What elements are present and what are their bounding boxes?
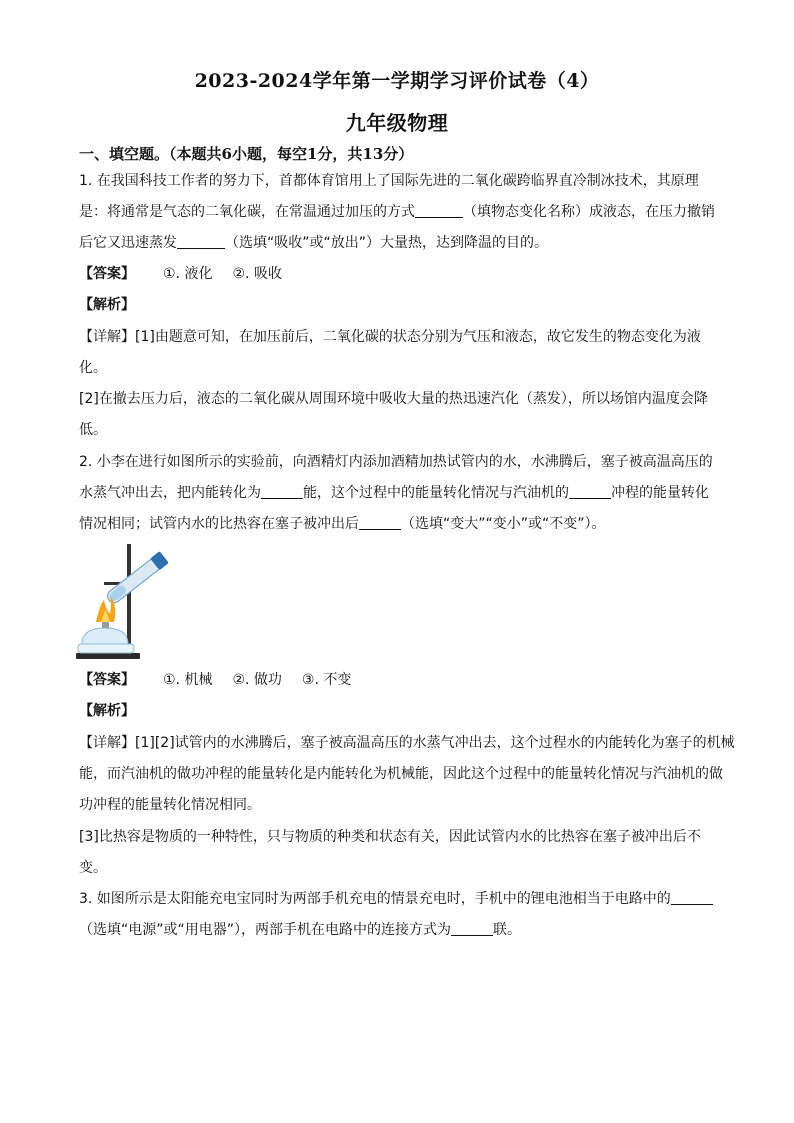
q3-blank-1	[671, 890, 713, 905]
q1-blank-2	[177, 234, 225, 249]
q1-line-2: 是：将通常是气态的二氧化碳，在常温通过加压的方式 （填物态变化名称）成液态，在压力撤销	[79, 204, 715, 220]
q2-line-3: 情况相同；试管内水的比热容在塞子被冲出后 （选填“变大”“变小”或“不变”）。	[79, 516, 606, 532]
page-subtitle: 九年级物理	[345, 111, 449, 135]
experiment-figure	[74, 540, 174, 662]
q3-line-2: （选填“电源”或“用电器”），两部手机在电路中的连接方式为 联。	[79, 922, 522, 938]
q2-detail-2: 能，而汽油机的做功冲程的能量转化是内能转化为机械能，因此这个过程中的能量转化情况与汽油机的做	[79, 766, 723, 782]
q2-blank-1	[261, 484, 303, 499]
q2-line-2: 水蒸气冲出去，把内能转化为 能，这个过程中的能量转化情况与汽油机的 冲程的能量转化	[79, 485, 709, 501]
test-tube	[104, 551, 168, 606]
answer-label: 【答案】	[79, 672, 135, 688]
q1-answer	[79, 264, 719, 284]
q3-blank-2	[451, 921, 493, 936]
answer-item: ③. 不变	[301, 672, 352, 688]
q2-analysis-label: 【解析】	[79, 703, 135, 719]
q1-blank-1	[415, 203, 463, 218]
page-title: 2023-2024学年第一学期学习评价试卷（4）	[194, 70, 600, 92]
answer-item: ①. 液化	[163, 266, 213, 282]
q2-answer	[79, 670, 719, 690]
answer-item: ②. 吸收	[232, 266, 282, 282]
q1-detail-2: 化。	[79, 360, 107, 376]
section-heading: 一、填空题。（本题共6小题，每空1分，共13分）	[79, 145, 414, 163]
q1-line-3: 后它又迅速蒸发 （选填“吸收”或“放出”）大量热，达到降温的目的。	[79, 235, 549, 251]
q1-detail-4: 低。	[79, 422, 107, 438]
answer-label: 【答案】	[79, 266, 135, 282]
q2-detail-3: 功冲程的能量转化情况相同。	[79, 797, 261, 813]
q1-detail-1: 【详解】[1]由题意可知，在加压前后，二氧化碳的状态分别为气压和液态，故它发生的物态变化为液	[79, 329, 701, 345]
answer-item: ①. 机械	[163, 672, 213, 688]
q1-detail-3: [2]在撤去压力后，液态的二氧化碳从周围环境中吸收大量的热迅速汽化（蒸发），所以场馆内温度会降	[79, 391, 708, 407]
q2-detail-4: [3]比热容是物质的一种特性，只与物质的种类和状态有关，因此试管内水的比热容在塞子被冲出后不	[79, 829, 701, 845]
q2-blank-2	[569, 484, 611, 499]
q2-detail-5: 变。	[79, 860, 107, 876]
q2-blank-3	[359, 515, 401, 530]
q2-line-1: 2. 小李在进行如图所示的实验前，向酒精灯内添加酒精加热试管内的水，水沸腾后，塞子被高温高压的	[79, 454, 713, 470]
q1-line-1: 1. 在我国科技工作者的努力下，首都体育馆用上了国际先进的二氧化碳跨临界直冷制冰技术，其原理	[79, 173, 699, 189]
q2-detail-1: 【详解】[1][2]试管内的水沸腾后，塞子被高温高压的水蒸气冲出去，这个过程水的内能转化为塞子的机械	[79, 735, 735, 751]
alcohol-lamp	[78, 596, 134, 653]
q1-analysis-label: 【解析】	[79, 297, 135, 313]
answer-item: ②. 做功	[232, 672, 282, 688]
q3-line-1: 3. 如图所示是太阳能充电宝同时为两部手机充电的情景充电时，手机中的锂电池相当于电路中的	[79, 889, 719, 909]
